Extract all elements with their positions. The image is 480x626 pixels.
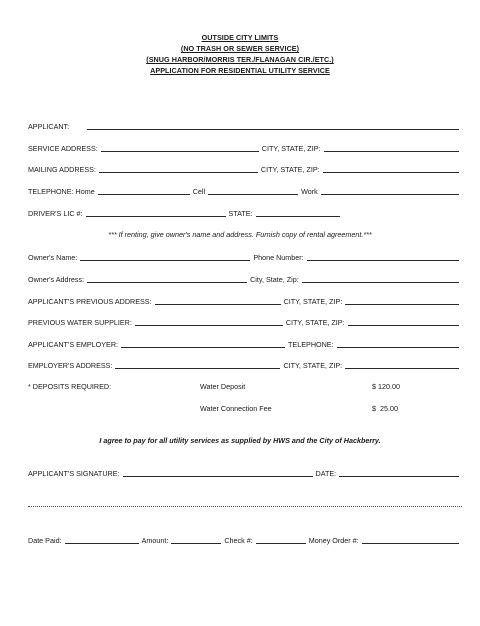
water-deposit-label: Water Deposit [200, 382, 246, 391]
applicant-label: APPLICANT: [28, 122, 70, 131]
employer-label: APPLICANT'S EMPLOYER: [28, 340, 119, 349]
previous-supplier-row [28, 316, 462, 328]
header-line-2: (NO TRASH OR SEWER SERVICE) [180, 44, 300, 53]
applicant-field[interactable] [87, 129, 459, 130]
connection-fee-amount: $ 25.00 [372, 404, 398, 413]
drivers-lic-field[interactable] [86, 216, 226, 217]
money-order-label: Money Order #: [308, 536, 359, 545]
agreement-statement: I agree to pay for all utility services as supplied by HWS and the City of Hackberry. [99, 436, 381, 445]
header-line-4: APPLICATION FOR RESIDENTIAL UTILITY SERVICE [150, 66, 330, 75]
employer-field[interactable] [121, 347, 285, 348]
employer-address-label: EMPLOYER'S ADDRESS: [28, 361, 113, 370]
employer-row [28, 338, 462, 350]
mailing-address-row [28, 163, 462, 175]
date-paid-label: Date Paid: [28, 536, 62, 545]
mailing-city-state-zip-field[interactable] [323, 172, 459, 173]
rental-note: *** If renting, give owner's name and address. Furnish copy of rental agreement.*** [108, 230, 372, 239]
previous-address-label: APPLICANT'S PREVIOUS ADDRESS: [28, 297, 152, 306]
owners-address-row [28, 273, 462, 285]
mailing-city-state-zip-label: CITY, STATE, ZIP: [260, 165, 320, 174]
amount-label: Amount: [141, 536, 169, 545]
previous-supplier-field[interactable] [135, 325, 283, 326]
service-address-label: SERVICE ADDRESS: [28, 144, 98, 153]
date-field[interactable] [339, 476, 459, 477]
owners-address-field[interactable] [87, 282, 247, 283]
employer-city-state-zip-label: CITY, STATE, ZIP: [283, 361, 343, 370]
service-city-state-zip-field[interactable] [324, 151, 460, 152]
check-field[interactable] [256, 543, 306, 544]
signature-field[interactable] [123, 476, 313, 477]
amount-field[interactable] [171, 543, 221, 544]
state-field[interactable] [256, 216, 340, 217]
telephone-home-label: TELEPHONE: Home [28, 187, 95, 196]
employer-city-state-zip-field[interactable] [345, 368, 459, 369]
owners-name-label: Owner's Name: [28, 253, 78, 262]
cell-label: Cell [192, 187, 206, 196]
previous-address-row [28, 295, 462, 307]
state-label: STATE: [228, 209, 253, 218]
cell-field[interactable] [208, 194, 298, 195]
date-label: DATE: [315, 469, 337, 478]
telephone-row [28, 185, 462, 197]
office-use-divider [28, 506, 462, 507]
telephone-home-field[interactable] [98, 194, 190, 195]
water-deposit-amount: $ 120.00 [372, 382, 400, 391]
signature-label: APPLICANT'S SIGNATURE: [28, 469, 120, 478]
owners-name-row [28, 251, 462, 263]
previous-city-state-zip-field[interactable] [345, 304, 459, 305]
signature-row [28, 467, 462, 479]
owners-city-state-zip-label: City, State, Zip: [250, 275, 299, 284]
employer-telephone-label: TELEPHONE: [288, 340, 334, 349]
header-line-1: OUTSIDE CITY LIMITS [201, 33, 279, 42]
owners-address-label: Owner's Address: [28, 275, 85, 284]
applicant-row [28, 120, 462, 132]
connection-fee-label: Water Connection Fee [200, 404, 272, 413]
date-paid-field[interactable] [65, 543, 139, 544]
work-field[interactable] [321, 194, 459, 195]
supplier-city-state-zip-field[interactable] [348, 325, 459, 326]
mailing-address-label: MAILING ADDRESS: [28, 165, 96, 174]
service-address-field[interactable] [101, 151, 259, 152]
service-address-row [28, 142, 462, 154]
previous-supplier-label: PREVIOUS WATER SUPPLIER: [28, 318, 132, 327]
previous-address-field[interactable] [155, 304, 281, 305]
drivers-lic-label: DRIVER'S LIC #: [28, 209, 83, 218]
mailing-address-field[interactable] [99, 172, 258, 173]
service-city-state-zip-label: CITY, STATE, ZIP: [261, 144, 321, 153]
deposits-required-label: * DEPOSITS REQUIRED: [28, 382, 112, 391]
drivers-lic-row [28, 207, 462, 219]
work-label: Work [301, 187, 318, 196]
previous-city-state-zip-label: CITY, STATE, ZIP: [283, 297, 343, 306]
supplier-city-state-zip-label: CITY, STATE, ZIP: [285, 318, 345, 327]
check-label: Check #: [224, 536, 253, 545]
employer-address-field[interactable] [115, 368, 280, 369]
money-order-field[interactable] [362, 543, 459, 544]
owners-name-field[interactable] [80, 260, 250, 261]
employer-address-row [28, 359, 462, 371]
payment-row [28, 534, 462, 546]
phone-number-label: Phone Number: [253, 253, 304, 262]
owners-city-state-zip-field[interactable] [302, 282, 459, 283]
employer-telephone-field[interactable] [337, 347, 459, 348]
header-line-3: (SNUG HARBOR/MORRIS TER./FLANAGAN CIR./ETC.) [146, 55, 334, 64]
phone-number-field[interactable] [307, 260, 459, 261]
